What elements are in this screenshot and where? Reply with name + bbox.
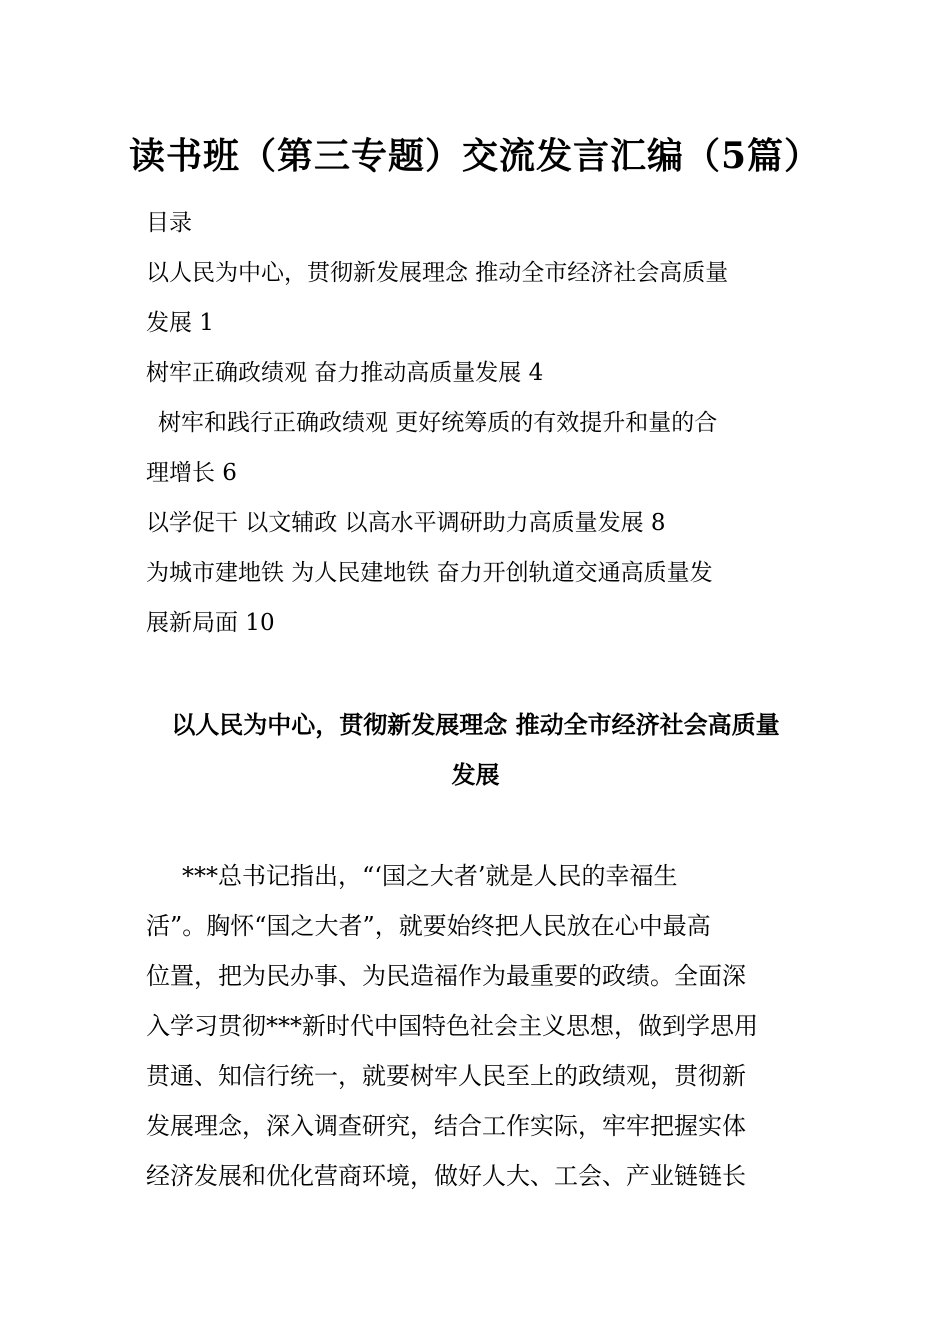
section-title-line: 发展 [451,760,500,789]
body-line: ***总书记指出，“‘国之大者’就是人民的幸福生 [182,862,678,890]
body-line: 经济发展和优化营商环境，做好人大、工会、产业链链长 [146,1162,746,1190]
section-title [118,700,833,800]
toc-line: 以学促干 以文辅政 以高水平调研助力高质量发展 8 [146,510,666,536]
toc-line: 展新局面 10 [146,610,275,636]
table-of-contents [146,198,806,648]
body-line: 入学习贯彻***新时代中国特色社会主义思想，做到学思用 [146,1012,758,1040]
toc-line: 理增长 6 [146,460,237,486]
toc-line: 为城市建地铁 为人民建地铁 奋力开创轨道交通高质量发 [146,560,713,586]
document-title: 读书班（第三专题）交流发言汇编（5篇） [128,135,822,177]
toc-line: 树牢和践行正确政绩观 更好统筹质的有效提升和量的合 [158,410,718,436]
toc-line: 发展 1 [146,310,214,336]
section-title-line: 以人民为中心，贯彻新发展理念 推动全市经济社会高质量 [171,710,780,739]
toc-line: 树牢正确政绩观 奋力推动高质量发展 4 [146,360,544,386]
body-line: 活”。胸怀“国之大者”，就要始终把人民放在心中最高 [146,912,711,940]
toc-line: 以人民为中心，贯彻新发展理念 推动全市经济社会高质量 [146,260,729,286]
body-paragraph [146,851,826,1201]
body-line: 贯通、知信行统一，就要树牢人民至上的政绩观，贯彻新 [146,1062,746,1090]
toc-heading: 目录 [146,210,192,236]
body-line: 发展理念，深入调查研究，结合工作实际，牢牢把握实体 [146,1112,746,1140]
body-line: 位置，把为民办事、为民造福作为最重要的政绩。全面深 [146,962,746,990]
